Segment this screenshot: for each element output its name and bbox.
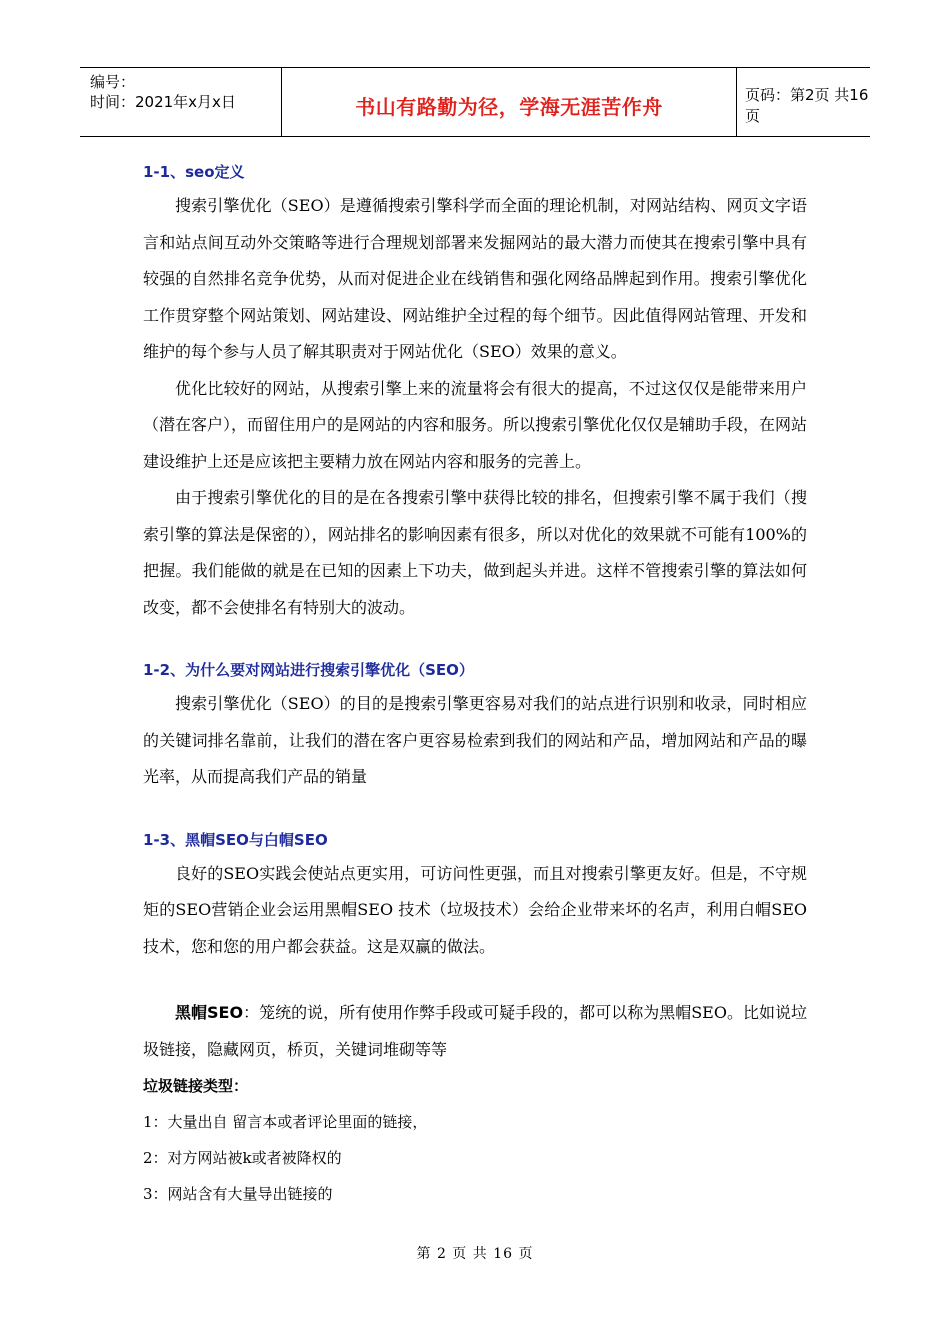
- list-item: 3：网站含有大量导出链接的: [143, 1185, 333, 1203]
- paragraph: 良好的SEO实践会使站点更实用，可访问性更强，而且对搜索引擎更友好。但是，不守规矩的SEO营销企业会运用黑帽SEO 技术（垃圾技术）会给企业带来坏的名声，利用白帽SEO 技术，您和您的用户都会获益。这是双赢的做法。: [143, 863, 807, 956]
- list-item: 2：对方网站被k或者被降权的: [143, 1149, 342, 1167]
- paragraph: 搜索引擎优化（SEO）的目的是搜索引擎更容易对我们的站点进行识别和收录，同时相应的关键词排名靠前，让我们的潜在客户更容易检索到我们的网站和产品，增加网站和产品的曝光率，从而提高我们产品的销量: [143, 694, 807, 786]
- list-item: 1：大量出自 留言本或者评论里面的链接，: [143, 1113, 428, 1131]
- black-hat-lead: 黑帽SEO: [175, 1003, 244, 1022]
- paragraph: 由于搜索引擎优化的目的是在各搜索引擎中获得比较的排名，但搜索引擎不属于我们（搜索引擎的算法是保密的），网站排名的影响因素有很多，所以对优化的效果就不可能有100%的把握。我们能做的就是在已知的因素上下功夫，做到起头并进。这样不管搜索引擎的算法如何改变，都不会使排名有特别大的波动。: [143, 488, 807, 617]
- page-footer: 第 2 页 共 16 页: [416, 1246, 534, 1262]
- spam-links-title: 垃圾链接类型：: [143, 1077, 249, 1095]
- header-motto: 书山有路勤为径，学海无涯苦作舟: [281, 68, 737, 136]
- header-page-info: 页码：第2页 共16页: [745, 86, 869, 125]
- page-header: [80, 67, 870, 137]
- black-hat-text: ：笼统的说，所有使用作弊手段或可疑手段的，都可以称为黑帽SEO。比如说垃圾链接，隐藏网页，桥页，关键词堆砌等等: [143, 1003, 807, 1059]
- paragraph: 优化比较好的网站，从搜索引擎上来的流量将会有很大的提高，不过这仅仅是能带来用户（潜在客户），而留住用户的是网站的内容和服务。所以搜索引擎优化仅仅是辅助手段，在网站建设维护上还是应该把主要精力放在网站内容和服务的完善上。: [143, 378, 808, 471]
- section-heading: 1-1、seo定义: [143, 163, 245, 181]
- number-label: 编号：: [90, 73, 136, 91]
- paragraph: 搜索引擎优化（SEO）是遵循搜索引擎科学而全面的理论机制，对网站结构、网页文字语言和站点间互动外交策略等进行合理规划部署来发掘网站的最大潜力而使其在搜索引擎中具有较强的自然排名竞争优势，从而对促进企业在线销售和强化网络品牌起到作用。搜索引擎优化工作贯穿整个网站策划、网站建设、网站维护全过程的每个细节。因此值得网站管理、开发和维护的每个参与人员了解其职责对于网站优化（SEO）效果的意义。: [143, 196, 807, 361]
- time-label: 时间：2021年x月x日: [90, 93, 236, 111]
- section-heading: 1-2、为什么要对网站进行搜索引擎优化（SEO）: [143, 661, 474, 679]
- section-heading: 1-3、黑帽SEO与白帽SEO: [143, 830, 328, 849]
- black-hat-paragraph: [143, 995, 807, 1068]
- document-body: [143, 156, 807, 1212]
- header-meta: [80, 68, 281, 136]
